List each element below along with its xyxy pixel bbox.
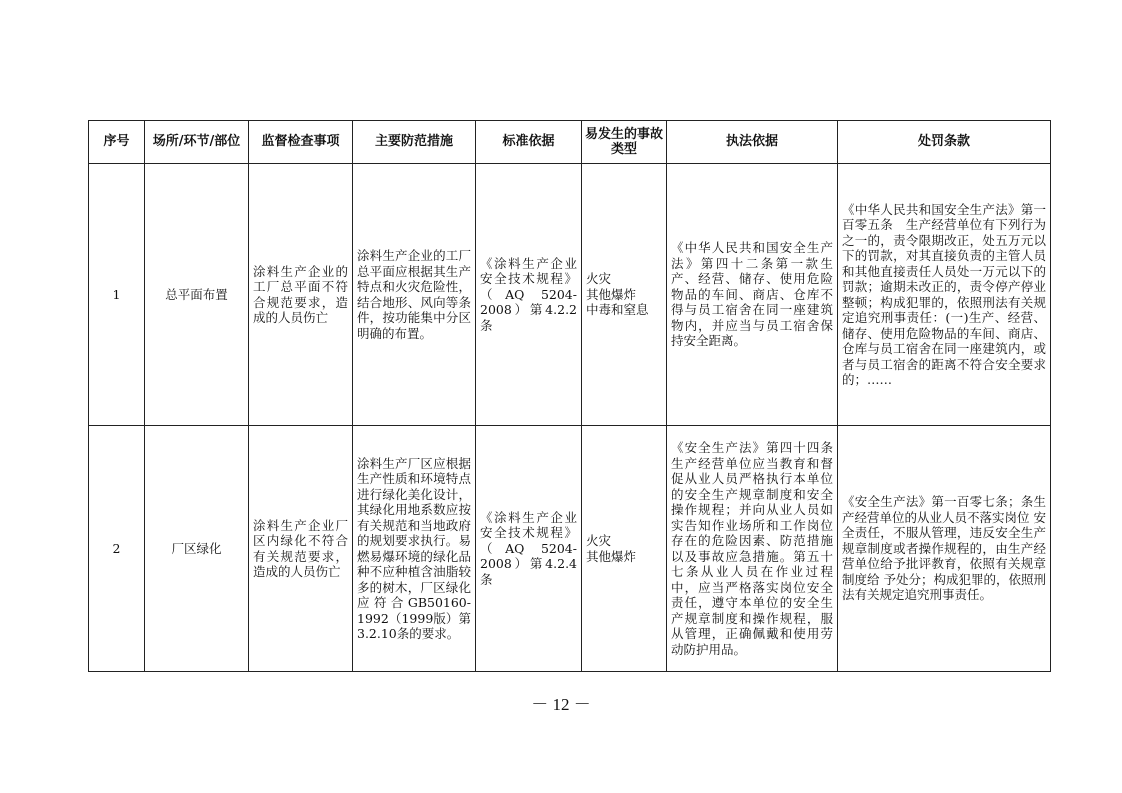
header-no: 序号 <box>89 121 145 164</box>
cell-accidents: 火灾 其他爆炸 <box>582 426 667 672</box>
cell-place: 总平面布置 <box>145 164 249 426</box>
table-row <box>89 164 1051 426</box>
cell-no: 1 <box>89 164 145 426</box>
cell-accidents: 火灾 其他爆炸 中毒和窒息 <box>582 164 667 426</box>
cell-penalty: 《中华人民共和国安全生产法》第一百零五条 生产经营单位有下列行为之一的，责令限期改正，处五万元以下的罚款，对其直接负责的主管人员和其他直接责任人员处一万元以下的罚款；逾期未改正的，责令停产停业整顿；构成犯罪的，依照刑法有关规定追究刑事责任：(一)生产、经营、储存、使用危险物品的车间、商店、仓库与员工宿舍在同一座建筑内，或者与员工宿舍的距离不符合安全要求的；…… <box>838 164 1051 426</box>
page-number: － 12 － <box>531 695 591 714</box>
cell-place: 厂区绿化 <box>145 426 249 672</box>
header-penalty: 处罚条款 <box>838 121 1051 164</box>
cell-no: 2 <box>89 426 145 672</box>
cell-measures: 涂料生产厂区应根据生产性质和环境特点进行绿化美化设计，其绿化用地系数应按有关规范和当地政府的规划要求执行。易燃易爆环境的绿化品种不应种植含油脂较多的树木，厂区绿化应符合GB50160-1992（1999版）第3.2.10条的要求。 <box>353 426 476 672</box>
table-header-row <box>89 121 1051 164</box>
header-measures: 主要防范措施 <box>353 121 476 164</box>
cell-penalty: 《安全生产法》第一百零七条；条生产经营单位的从业人员不落实岗位 安全责任，不服从管理，违反安全生产规章制度或者操作规程的，由生产经营单位给予批评教育，依照有关规章制度给 予处分；构成犯罪的，依照刑法有关规定追究刑事责任。 <box>838 426 1051 672</box>
cell-standard: 《涂料生产企业安全技术规程》（AQ 5204-2008）第4.2.4条 <box>476 426 582 672</box>
cell-measures: 涂料生产企业的工厂总平面应根据其生产特点和火灾危险性，结合地形、风向等条件，按功能集中分区明确的布置。 <box>353 164 476 426</box>
cell-law: 《中华人民共和国安全生产法》第四十二条第一款生产、经营、储存、使用危险物品的车间、商店、仓库不得与员工宿舍在同一座建筑物内，并应当与员工宿舍保持安全距离。 <box>667 164 838 426</box>
header-place: 场所/环节/部位 <box>145 121 249 164</box>
cell-law: 《安全生产法》第四十四条生产经营单位应当教育和督促从业人员严格执行本单位的安全生产规章制度和安全操作规程；并向从业人员如实告知作业场所和工作岗位存在的危险因素、防范措施以及事故应急措施。第五十七条从业人员在作业过程中，应当严格落实岗位安全责任，遵守本单位的安全生产规章制度和操作规程，服从管理，正确佩戴和使用劳动防护用品。 <box>667 426 838 672</box>
header-accidents: 易发生的事故类型 <box>582 121 667 164</box>
inspection-table <box>88 120 1051 672</box>
cell-item: 涂料生产企业厂区内绿化不符合有关规范要求，造成的人员伤亡 <box>249 426 353 672</box>
cell-item: 涂料生产企业的工厂总平面不符合规范要求，造成的人员伤亡 <box>249 164 353 426</box>
header-law: 执法依据 <box>667 121 838 164</box>
cell-standard: 《涂料生产企业安全技术规程》（AQ 5204-2008）第4.2.2条 <box>476 164 582 426</box>
header-item: 监督检查事项 <box>249 121 353 164</box>
table-row <box>89 426 1051 672</box>
header-standard: 标准依据 <box>476 121 582 164</box>
